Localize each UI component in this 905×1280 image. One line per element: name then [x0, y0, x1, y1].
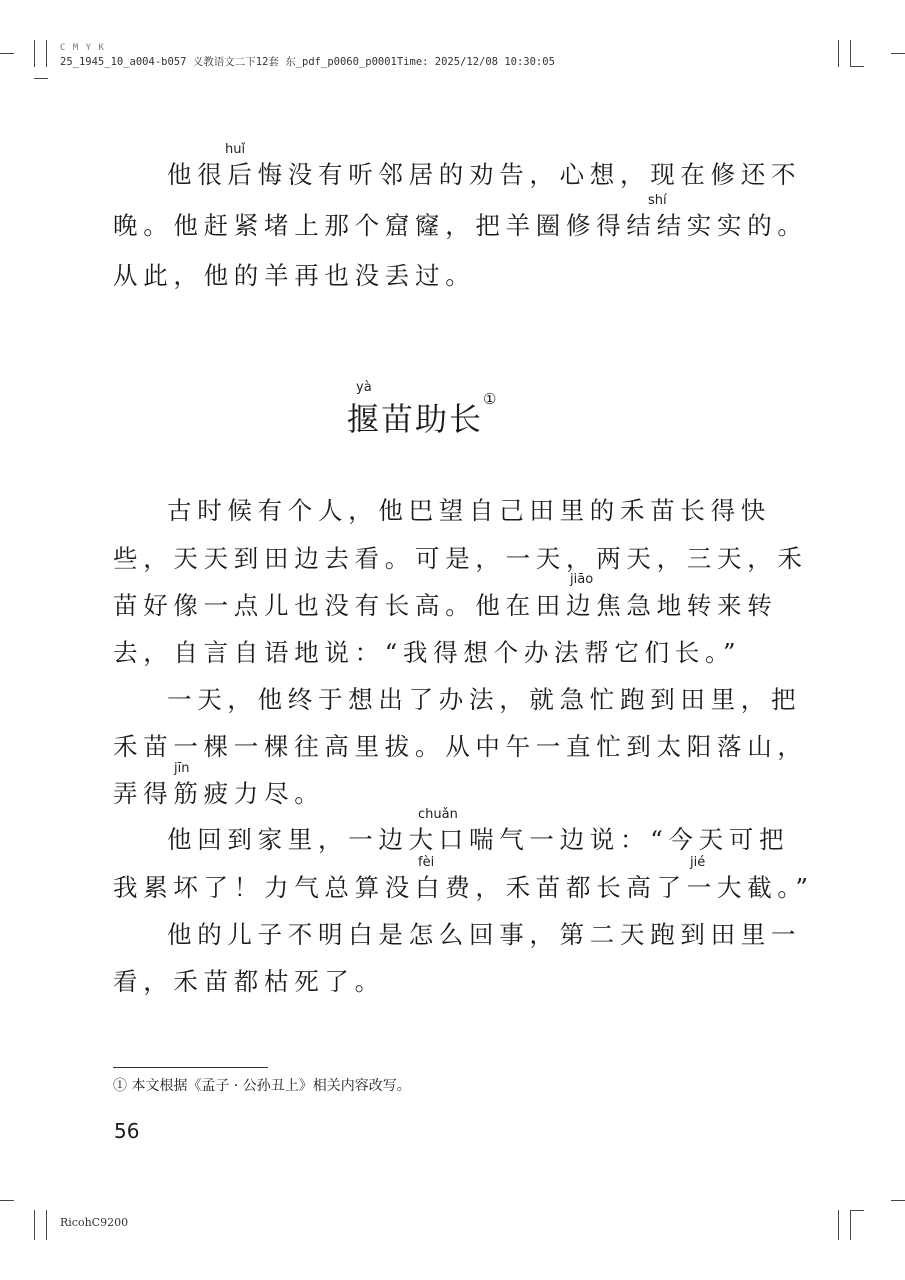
- body-line: 苗好像一点儿也没有长高。他在田边焦急地转来转: [113, 591, 778, 620]
- previous-story-line: 晚。他赶紧堵上那个窟窿，把羊圈修得结结实实的。: [113, 211, 808, 240]
- pinyin-annotation: jiāo: [570, 572, 594, 587]
- body-line: 禾苗一棵一棵往高里拔。从中午一直忙到太阳落山，: [113, 732, 808, 761]
- title-text: 揠苗助长: [347, 400, 484, 438]
- body-line: 看，禾苗都枯死了。: [113, 967, 385, 996]
- previous-story-line: 他很后悔没有听邻居的劝告，心想，现在修还不: [167, 160, 802, 189]
- body-line: 我累坏了！力气总算没白费，禾苗都长高了一大截。”: [113, 873, 814, 902]
- crop-mark: [850, 1210, 851, 1240]
- body-line: 些，天天到田边去看。可是，一天，两天，三天，禾: [113, 544, 808, 573]
- previous-story-line: 从此，他的羊再也没丢过。: [113, 261, 476, 290]
- footnote-marker: ①: [483, 390, 499, 408]
- crop-mark: [838, 1210, 839, 1240]
- printer-code: RicohC9200: [60, 1216, 129, 1229]
- crop-mark: [850, 40, 851, 67]
- body-line: 一天，他终于想出了办法，就急忙跑到田里，把: [167, 685, 802, 714]
- page-number: 56: [114, 1119, 140, 1143]
- crop-mark: [850, 66, 864, 67]
- footnote: ① 本文根据《孟子 · 公孙丑上》相关内容改写。: [113, 1078, 411, 1094]
- pinyin-annotation: jīn: [174, 761, 190, 776]
- pinyin-annotation: jié: [690, 855, 706, 870]
- pinyin-annotation: yà: [356, 380, 372, 395]
- page-title: [347, 390, 499, 440]
- crop-mark: [0, 53, 14, 54]
- crop-mark: [850, 1210, 864, 1211]
- crop-mark: [34, 78, 48, 79]
- crop-mark: [34, 40, 35, 67]
- body-line: 弄得筋疲力尽。: [113, 779, 325, 808]
- body-line: 古时候有个人，他巴望自己田里的禾苗长得快: [167, 496, 771, 525]
- crop-mark: [46, 1210, 47, 1240]
- pinyin-annotation: shí: [648, 193, 667, 208]
- footnote-divider: [113, 1067, 268, 1068]
- pinyin-annotation: huǐ: [225, 142, 246, 157]
- crop-mark: [891, 53, 905, 54]
- crop-mark: [34, 1210, 35, 1240]
- pinyin-annotation: fèi: [418, 855, 435, 870]
- print-info-header: 25_1945_10_a004-b057 义教语文二下12套 东_pdf_p0060_p0001Time: 2025/12/08 10:30:05: [60, 56, 555, 68]
- color-registration-label: C M Y K: [60, 43, 105, 53]
- crop-mark: [0, 1200, 14, 1201]
- pinyin-annotation: chuǎn: [418, 807, 458, 822]
- body-line: 他的儿子不明白是怎么回事，第二天跑到田里一: [167, 920, 802, 949]
- crop-mark: [46, 40, 47, 67]
- crop-mark: [891, 1200, 905, 1201]
- crop-mark: [838, 40, 839, 67]
- body-line: 他回到家里，一边大口喘气一边说：“今天可把: [167, 825, 790, 854]
- body-line: 去，自言自语地说：“我得想个办法帮它们长。”: [113, 638, 742, 667]
